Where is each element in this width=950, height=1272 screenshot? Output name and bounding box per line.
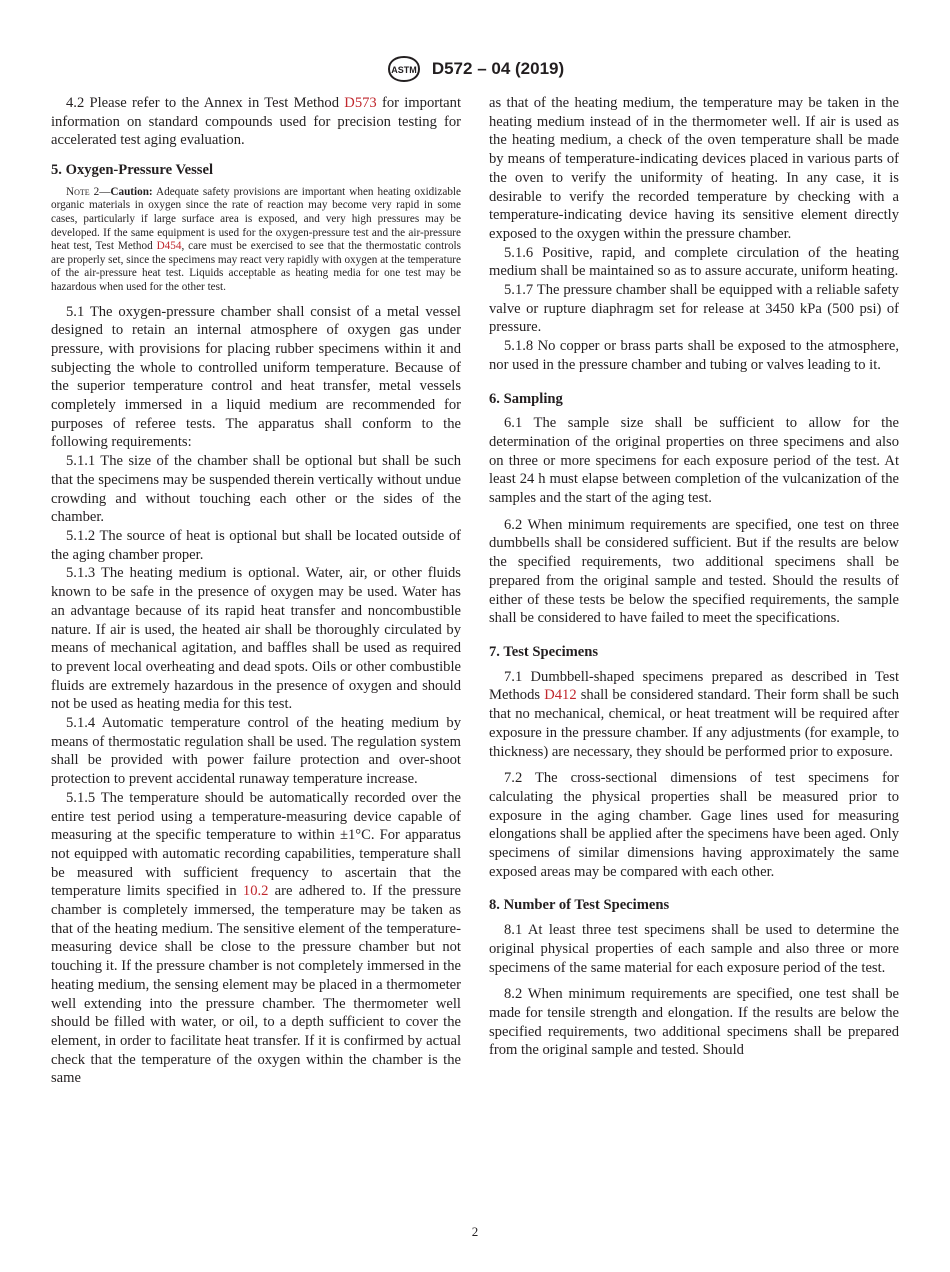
link-d573[interactable]: D573 [344, 95, 377, 111]
paragraph-5-1: 5.1 The oxygen-pressure chamber shall consist of a metal vessel designed to retain an internal atmosphere of oxygen gas under pressure, with provisions for placing rubber specimens within it and subjecting the whole to controlled uniform temperature. Because of the superior temperature control and heat transfer, metal vessels completely immersed in a liquid medium are recommended for purposes of referee tests. The apparatus shall conform to the following requirements: [51, 303, 461, 451]
section-6-heading: 6. Sampling [489, 390, 563, 407]
left-column [51, 94, 461, 1088]
paragraph-6-2: 6.2 When minimum requirements are specified, one test on three dumbbells shall be considered sufficient. But if the results are below the specified requirements, two additional specimens shall be prepared from the original sample and tested. Should the results of either of these tests be below the specified requirements, the sample shall be considered to have failed to meet the specifications. [489, 516, 899, 627]
paragraph-6-1: 6.1 The sample size shall be sufficient to allow for the determination of the original properties on three specimens and also on three or more specimens for each exposure period of the test. At least 24 h must elapse between completion of the vulcanization of the samples and the start of the aging test. [489, 415, 899, 507]
paragraph-5-1-5-continued: as that of the heating medium, the temperature may be taken in the heating medium instead of in the thermometer well. If air is used as the heating medium, a check of the oven temperature shall be made by means of temperature-indicating devices placed in various parts of the oven to verify the uniformity of heating. In any case, it is desirable to verify the recorded temperature by checking with a temperature-indicating device having its sensitive element directly exposed to the oxygen within the pressure chamber. [489, 95, 899, 242]
paragraph-7-2: 7.2 The cross-sectional dimensions of test specimens for calculating the physical properties shall be measured prior to exposure in the aging chamber. Gage lines used for measuring elongations shall be applied after the specimens have been aged. Only specimens of similar dimensions having approximately the same exposed areas may be compared with each other. [489, 770, 899, 880]
section-7-heading: 7. Test Specimens [489, 643, 599, 660]
paragraph-5-1-3: 5.1.3 The heating medium is optional. Water, air, or other fluids known to be safe in the presence of oxygen may be used. Water has an advantage because of its rapid heat transfer and noncombustible nature. If air is used, the heated air shall be thoroughly circulated by means of mechanical agitation, and baffles shall be used as required to prevent local overheating and dead spots. Oils or other combustible fluids are extremely hazardous in the presence of oxygen and should not be used as heating media for this test. [51, 565, 461, 713]
link-d454[interactable]: D454 [156, 240, 182, 253]
paragraph-4-2: 4.2 Please refer to the Annex in Test Method D573 for important information on standard compounds used for precision testing for accelerated test aging evaluation. [51, 95, 461, 149]
paragraph-5-1-6: 5.1.6 Positive, rapid, and complete circulation of the heating medium shall be maintained so as to assure accurate, uniform heating. [489, 244, 899, 280]
page-number: 2 [471, 1224, 479, 1239]
paragraph-5-1-8: 5.1.8 No copper or brass parts shall be exposed to the atmosphere, nor used in the pressure chamber and tubing or valves leading to it. [489, 338, 899, 373]
note-label: Note 2— [66, 185, 111, 198]
section-5-heading: 5. Oxygen-Pressure Vessel [51, 162, 214, 179]
paragraph-5-1-1: 5.1.1 The size of the chamber shall be optional but shall be such that the specimens may be suspended therein vertically without undue crowding and without touching each other or the sides of the chamber. [51, 453, 461, 526]
paragraph-5-1-7: 5.1.7 The pressure chamber shall be equipped with a reliable safety valve or rupture diaphragm set for release at 3450 kPa (500 psi) of pressure. [489, 282, 899, 336]
paragraph-8-1: 8.1 At least three test specimens shall be used to determine the original physical properties of each sample and also three or more specimens of the same material for each exposure period of the test. [489, 922, 899, 976]
paragraph-5-1-5: 5.1.5 The temperature should be automatically recorded over the entire test period using a temperature-measuring device capable of measuring at the specific temperature to within ±1°C. For apparatus not equipped with automatic recording capabilities, temperature shall be measured with sufficient frequency to ascertain that the temperature limits specified in 10.2 are adhered to. If the pressure chamber is completely immersed, the temperature may be taken as that of the heating medium. The sensitive element of the temperature-measuring device shall be close to the pressure chamber but not touching it. If the pressure chamber is not completely immersed in the heating medium, the sensing element may be placed in a thermometer well extending into the pressure chamber. The thermometer well should be filled with water, or oil, to a depth sufficient to cover the element, in order to facilitate heat transfer. If it is confirmed by actual check that the temperature of the oxygen within the chamber is the same [51, 789, 461, 1087]
paragraph-8-2: 8.2 When minimum requirements are specified, one test shall be made for tensile strength and elongation. If the results are below the specified requirements, two additional specimens shall be prepared from the original sample and tested. Should [489, 986, 899, 1059]
paragraph-7-1: 7.1 Dumbbell-shaped specimens prepared as described in Test Methods D412 shall be considered standard. Their form shall be such that no mechanical, chemical, or heat treatment will be required after exposure in the pressure chamber. If any adjustments (for example, to thickness) are necessary, they should be performed prior to exposure. [489, 668, 899, 760]
caution-label: Caution: [110, 185, 153, 198]
section-8-heading: 8. Number of Test Specimens [489, 897, 670, 914]
astm-logo-icon [386, 55, 422, 83]
note-2: Note 2—Caution: Adequate safety provisions are important when heating oxidizable organic materials in oxygen since the rate of reaction may become very rapid in some cases, particularly if large surface area is exposed, and very high pressures may be developed. If the same equipment is used for the oxygen-pressure test and the air-pressure heat test, Test Method D454, care must be exercised to see that the thermostatic controls are properly set, since the specimens may react very rapidly with oxygen at the temperature of the air-pressure heat test. Liquids acceptable as heating media for one test may be hazardous when used for the other test. [51, 185, 462, 293]
paragraph-5-1-2: 5.1.2 The source of heat is optional but shall be located outside of the aging chamber proper. [51, 528, 461, 563]
paragraph-5-1-4: 5.1.4 Automatic temperature control of the heating medium by means of thermostatic regulation shall be used. The regulation system shall be provided with power failure protection and over-shoot protection to prevent accidental runaway temperature increase. [51, 715, 461, 788]
standard-designation: D572 – 04 (2019) [431, 59, 565, 78]
page-header [0, 55, 950, 83]
astm-logo-text: ASTM [391, 65, 417, 75]
link-d412[interactable]: D412 [544, 687, 577, 704]
link-10-2[interactable]: 10.2 [242, 883, 269, 900]
right-column [489, 94, 899, 1060]
